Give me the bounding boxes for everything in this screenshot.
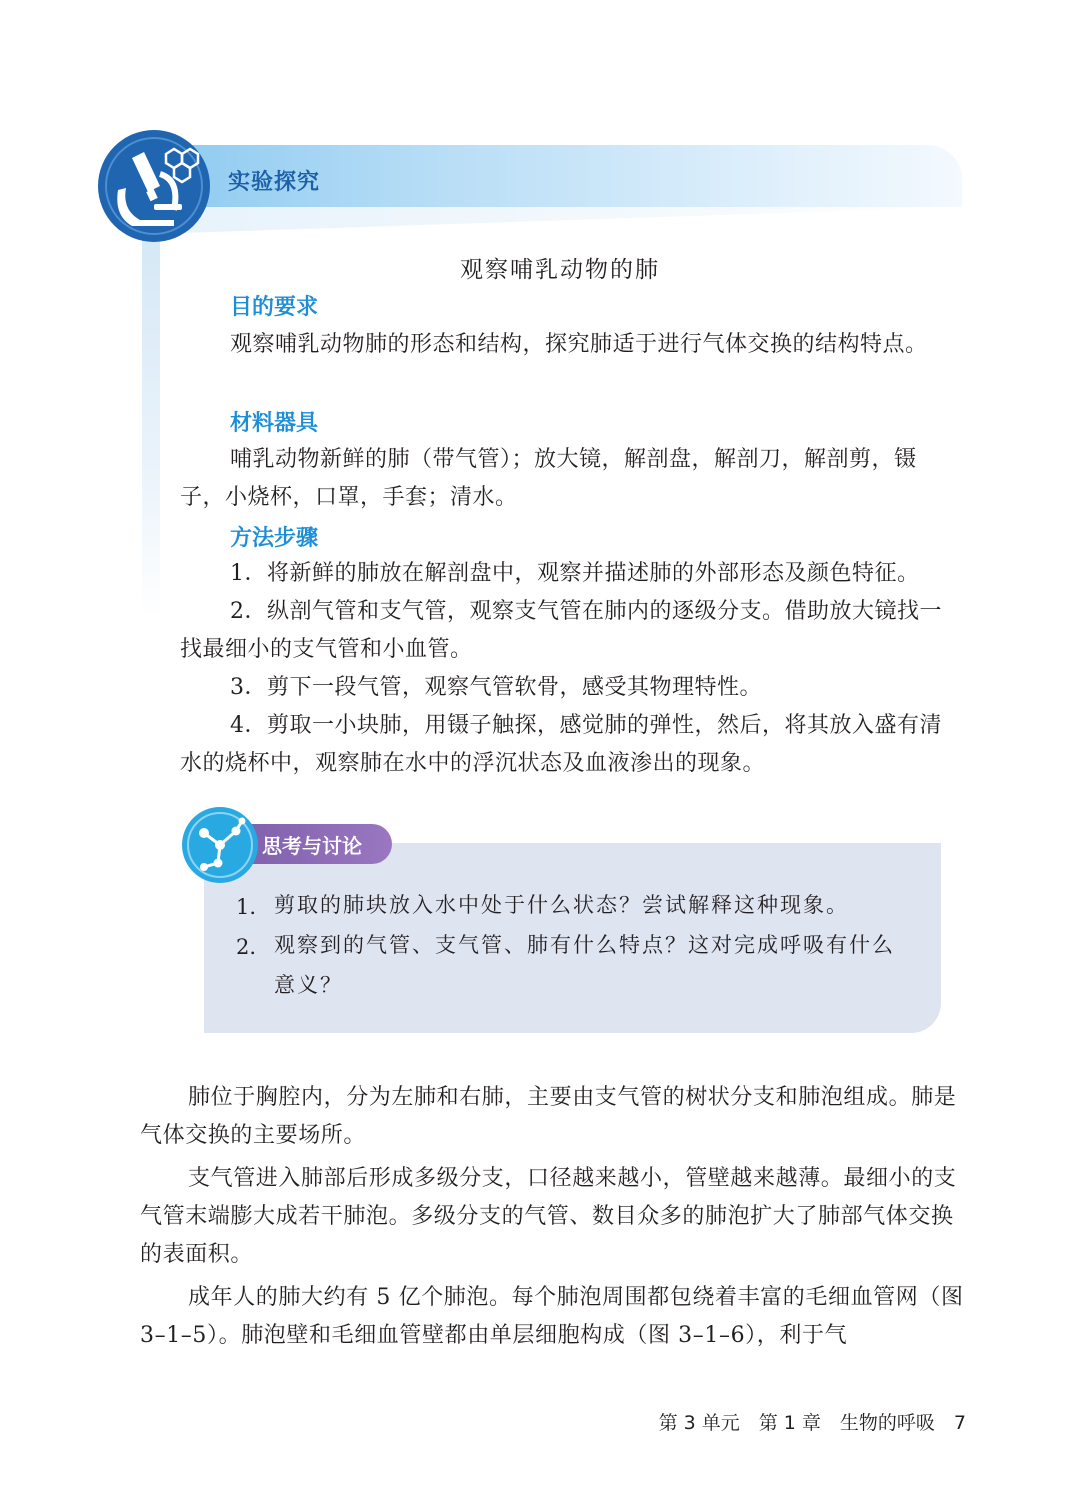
step-item: 3．剪下一段气管，观察气管软骨，感受其物理特性。 xyxy=(230,675,762,700)
microscope-icon xyxy=(96,128,212,244)
purpose-heading: 目的要求 xyxy=(230,295,319,320)
steps-heading: 方法步骤 xyxy=(230,526,319,551)
experiment-banner-band xyxy=(150,207,962,233)
step-item: 2．纵剖气管和支气管，观察支气管在肺内的逐级分支。借助放大镜找一找最细小的支气管和小血管。 xyxy=(180,599,942,662)
question-number: 2. xyxy=(236,935,257,959)
materials-heading: 材料器具 xyxy=(230,411,319,436)
page-footer: 第 3 单元 第 1 章 生物的呼吸 7 xyxy=(658,1412,966,1434)
step-item: 4．剪取一小块肺，用镊子触探，感觉肺的弹性，然后，将其放入盛有清水的烧杯中，观察肺在水中的浮沉状态及血液渗出的现象。 xyxy=(180,713,942,776)
molecule-icon xyxy=(180,805,260,885)
body-paragraph: 支气管进入肺部后形成多级分支，口径越来越小，管壁越来越薄。最细小的支气管末端膨大成若干肺泡。多级分支的气管、数目众多的肺泡扩大了肺部气体交换的表面积。 xyxy=(140,1166,957,1267)
question-text: 观察到的气管、支气管、肺有什么特点？这对完成呼吸有什么意义？ xyxy=(274,933,895,997)
body-paragraph: 成年人的肺大约有 5 亿个肺泡。每个肺泡周围都包绕着丰富的毛细血管网（图 3–1–5）。肺泡壁和毛细血管壁都由单层细胞构成（图 3–1–6），利于气 xyxy=(140,1285,964,1348)
experiment-side-strip xyxy=(142,238,160,618)
discussion-header: 思考与讨论 xyxy=(262,834,362,858)
experiment-header: 实验探究 xyxy=(228,170,321,195)
experiment-title: 观察哺乳动物的肺 xyxy=(460,257,660,283)
question-text: 剪取的肺块放入水中处于什么状态？尝试解释这种现象。 xyxy=(274,893,849,917)
materials-text: 哺乳动物新鲜的肺（带气管）；放大镜，解剖盘，解剖刀，解剖剪，镊子，小烧杯，口罩，手套；清水。 xyxy=(180,447,917,510)
question-number: 1. xyxy=(236,895,257,919)
body-paragraph: 肺位于胸腔内，分为左肺和右肺，主要由支气管的树状分支和肺泡组成。肺是气体交换的主要场所。 xyxy=(140,1085,957,1148)
step-item: 1．将新鲜的肺放在解剖盘中，观察并描述肺的外部形态及颜色特征。 xyxy=(230,561,920,586)
purpose-text: 观察哺乳动物肺的形态和结构，探究肺适于进行气体交换的结构特点。 xyxy=(230,332,928,357)
